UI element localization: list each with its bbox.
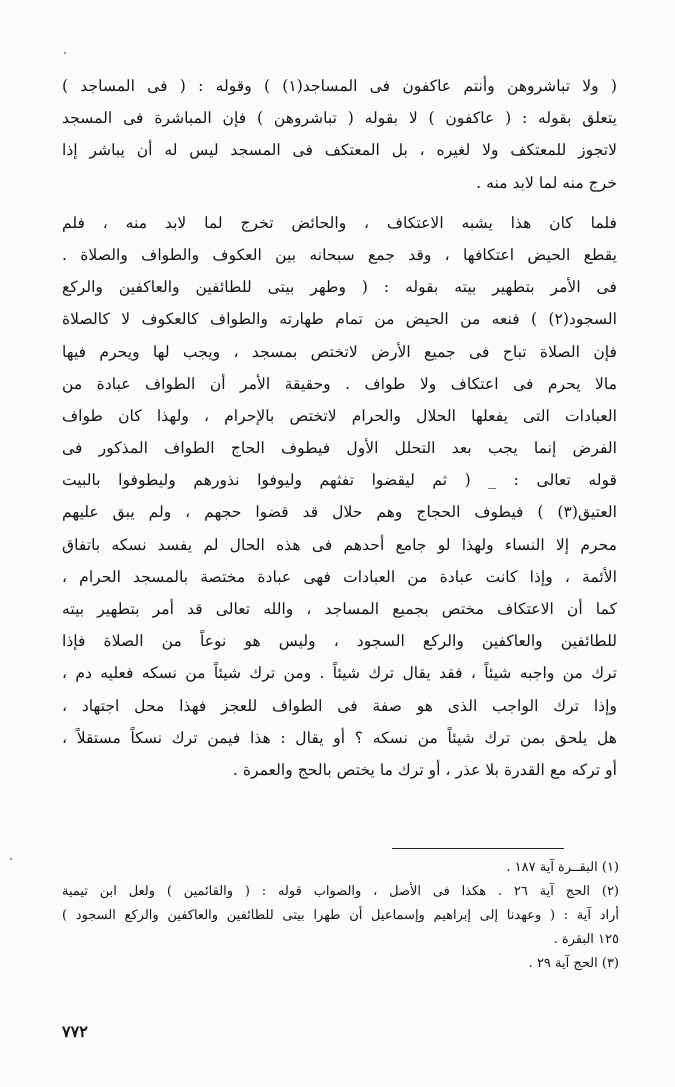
text-line: ترك من واجبه شيئاً ، فقد يقال ترك شيئاً . ومن ترك شيئاً من نسكه فعليه دم ،	[62, 664, 617, 683]
text-line: كما أن الاعتكاف مختص بجميع المساجد ، والله تعالى قد أمر بتطهير بيته	[62, 600, 617, 618]
page-number: ٧٧٢	[62, 1022, 88, 1041]
text-line: ( ولا تباشروهن وأنتم عاكفون فى المساجد(١) ) وقوله : ( فى المساجد )	[62, 77, 617, 95]
text-line: قوله تعالى : _ ( ثم ليقضوا تفثهم وليوفوا نذورهم وليطوفوا بالبيت	[62, 471, 617, 490]
text-line: العتيق(٣) ) فيطوف الحجاج وهم حلال قد قضوا حجهم ، ولم يبق عليهم	[62, 503, 617, 522]
text-line: العبادات التى يفعلها الحلال والحرام لاتختص بالإحرام ، ولهذا كان طواف	[62, 406, 617, 425]
scan-speck	[10, 858, 12, 860]
text-line: يتعلق بقوله : ( عاكفون ) لا بقوله ( تباشروهن ) فإن المباشرة فى المسجد	[62, 109, 617, 128]
text-line: أو تركه مع القدرة بلا عذر ، أو ترك ما يختص بالحج والعمرة .	[232, 760, 617, 779]
text-line: الأئمة ، وإذا كانت عبادة من العبادات فهى عبادة مختصة بالمسجد الحرام ،	[62, 567, 617, 586]
footnotes	[62, 856, 619, 976]
text-line: للطائفين والعاكفين والركع السجود ، وليس هو نوعاً من الصلاة فإذا	[62, 632, 617, 651]
text-line: محرم إلا النساء ولهذا لو جامع أحدهم فى هذه الحال لم يفسد نسكه باتفاق	[62, 535, 617, 554]
text-line: لاتجوز للمعتكف ولا لغيره ، بل المعتكف فى المسجد ليس له أن يباشر إذا	[62, 141, 617, 160]
text-line: خرج منه لما لابد منه .	[476, 173, 617, 192]
main-text	[62, 70, 617, 786]
text-line: هل يلحق بمن ترك شيئاً من نسكه ؟ أو يقال : هذا فيمن ترك نسكاً مستقلاً ،	[62, 728, 617, 747]
text-line: فلما كان هذا يشبه الاعتكاف ، والحائض تخرج لما لابد منه ، فلم	[62, 213, 617, 232]
footnote-line: ١٢٥ البقرة .	[553, 932, 619, 947]
text-line: فإن الصلاة تباح فى جميع الأرض لاتختص بمسجد ، ويجب لها ويحرم فيها	[62, 342, 617, 361]
text-line: وإذا ترك الواجب الذى هو صفة فى الطواف للعجز فهذا محل اجتهاد ،	[62, 696, 617, 715]
text-line: فى الأمر بتطهير بيته بقوله : ( وطهر بيتى للطائفين والعاكفين والركع	[62, 278, 617, 297]
footnote-divider	[392, 848, 564, 849]
scan-speck	[64, 52, 66, 54]
text-line: مالا يحرم فى اعتكاف ولا طواف . وحقيقة الأمر أن الطواف عبادة من	[62, 374, 617, 393]
text-line: يقطع الحيض اعتكافها ، وقد جمع سبحانه بين العكوف والطواف والصلاة .	[62, 245, 617, 264]
footnote-line: (٢) الحج آية ٢٦ . هكذا فى الأصل ، والصواب قوله : ( والقائمين ) ولعل ابن تيمية	[62, 884, 619, 899]
text-line: السجود(٢) ) فنعه من الحيض من تمام طهارته والطواف كالعكوف لا كالصلاة	[62, 310, 617, 329]
text-line: الفرض إنما يجب بعد التحلل الأول فيطوف الحاج الطواف المذكور فى	[62, 439, 617, 458]
footnote-line: أراد آية : ( وعهدنا إلى إبراهيم وإسماعيل أن طهرا بيتى للطائفين والعاكفين والركع السجود )	[62, 908, 619, 923]
footnote-line: (٣) الحج آية ٢٩ .	[528, 956, 619, 971]
footnote-line: (١) البقــرة آية ١٨٧ .	[506, 860, 619, 875]
